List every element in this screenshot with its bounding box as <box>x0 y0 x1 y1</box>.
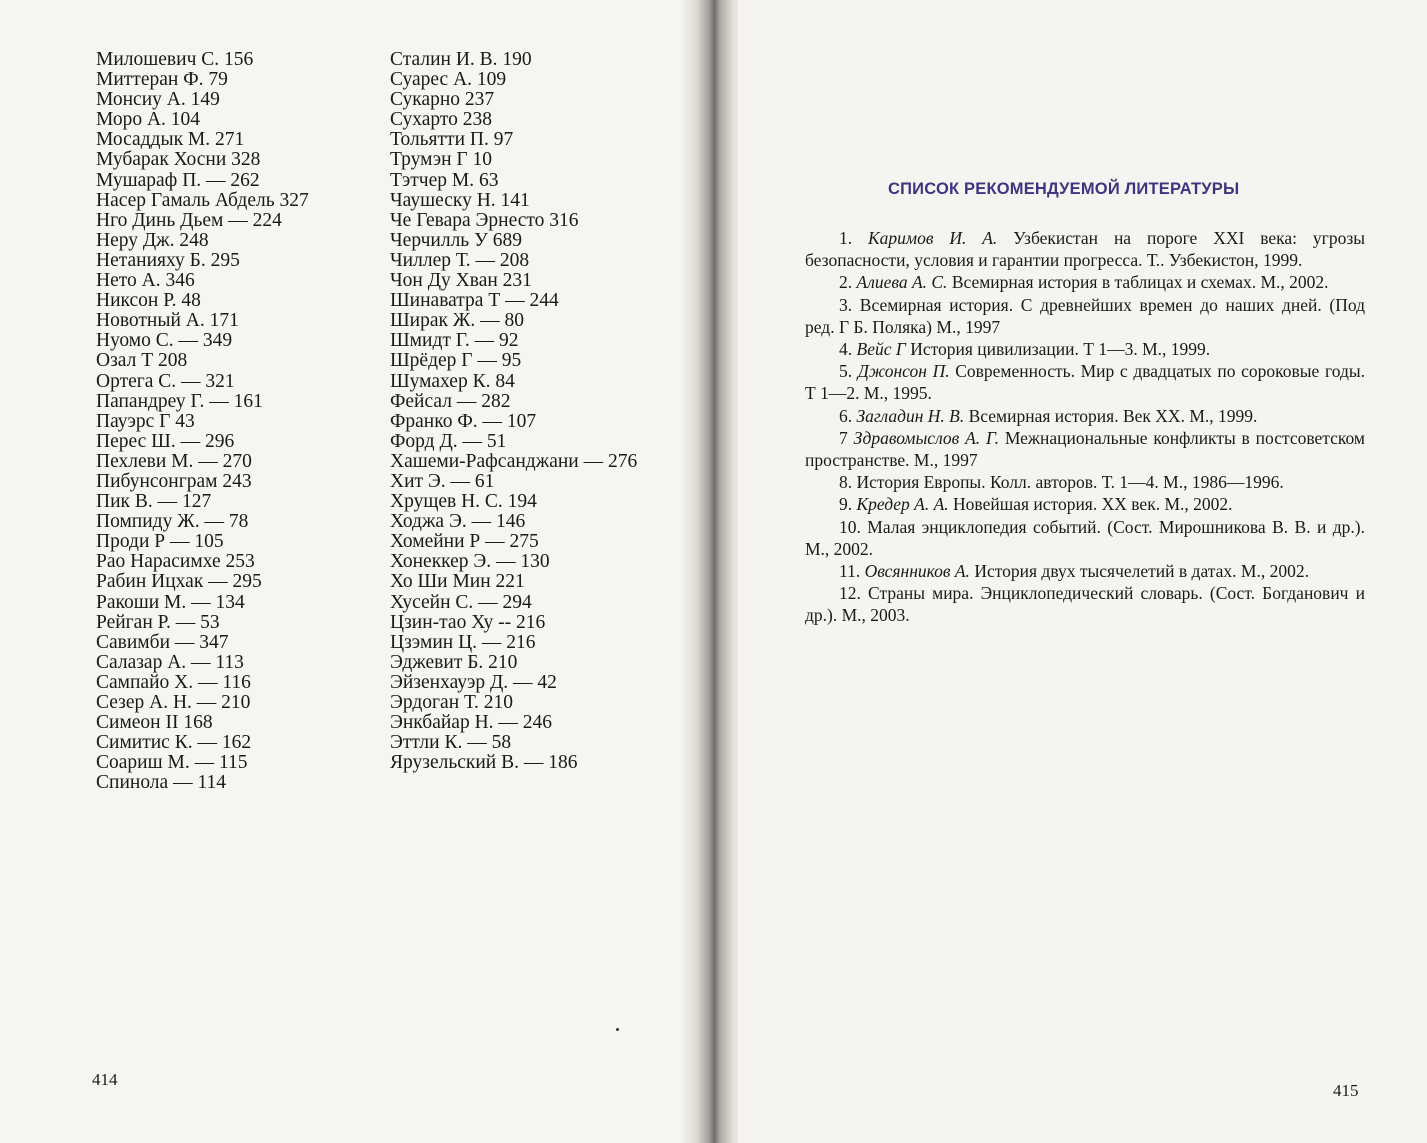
index-entry: Никсон Р. 48 <box>96 290 201 312</box>
index-entry: Пехлеви М. — 270 <box>96 450 252 472</box>
index-entry: Шмидт Г. — 92 <box>390 330 519 352</box>
index-entry: Миттеран Ф. 79 <box>96 69 228 91</box>
stray-mark <box>616 1028 619 1031</box>
index-entry: Савимби — 347 <box>96 631 229 653</box>
index-entry: Тэтчер М. 63 <box>390 169 499 191</box>
item-number: 5. <box>839 361 853 382</box>
index-entry: Сезер А. Н. — 210 <box>96 692 251 713</box>
item-text: Новейшая история. XX век. М., 2002. <box>953 494 1233 515</box>
index-entry: Мушараф П. — 262 <box>96 169 260 191</box>
item-author: Овсянников А. <box>864 561 970 582</box>
index-entry: Хит Э. — 61 <box>390 470 495 492</box>
item-author: Джонсон П. <box>857 361 950 382</box>
index-entry: Эйзенхауэр Д. — 42 <box>390 671 557 693</box>
item-number: 6. <box>839 405 853 426</box>
index-entry: Хашеми-Рафсанджани — 276 <box>390 450 638 472</box>
item-author: Загладин Н. В. <box>856 405 965 426</box>
bibliography-item <box>805 294 1365 338</box>
index-entry: Хо Ши Мин 221 <box>390 571 525 593</box>
index-entry: Франко Ф. — 107 <box>390 410 537 432</box>
item-author: Вейс Г <box>856 339 906 360</box>
index-entry: Рабин Ицхак — 295 <box>96 571 262 593</box>
item-number: 11. <box>839 561 861 582</box>
index-entry: Ортега С. — 321 <box>96 370 235 392</box>
index-entry: Милошевич С. 156 <box>96 49 254 70</box>
index-entry: Хонеккер Э. — 130 <box>390 551 550 573</box>
item-text: Всемирная история. С древнейших времен до наших дней. (Под ред. Г Б. Поляка) М., 1997 <box>805 294 1365 337</box>
item-author: Кредер А. А. <box>856 494 949 515</box>
index-entry: Сталин И. В. 190 <box>390 49 532 70</box>
item-number: 9. <box>839 494 853 515</box>
index-entry: Салазар А. — 113 <box>96 651 244 673</box>
index-entry: Шрёдер Г — 95 <box>390 350 522 372</box>
index-entry: Мубарак Хосни 328 <box>96 149 261 171</box>
index-entry: Суарес А. 109 <box>390 69 507 91</box>
index-entry: Сукарно 237 <box>390 89 495 111</box>
left-page <box>0 0 690 1143</box>
book-spine-gutter <box>680 0 746 1143</box>
index-entry: Хусейн С. — 294 <box>390 591 532 613</box>
index-entry: Че Гевара Эрнесто 316 <box>390 209 579 231</box>
bibliography-item <box>805 471 1365 493</box>
index-entry: Мосаддык М. 271 <box>96 129 245 151</box>
index-entry: Ходжа Э. — 146 <box>390 511 526 533</box>
index-entry: Нуомо С. — 349 <box>96 330 233 352</box>
item-number: 3. <box>839 294 853 315</box>
index-entry: Озал Т 208 <box>96 350 188 372</box>
item-number: 7 <box>839 427 848 448</box>
name-index-column-1 <box>96 50 309 793</box>
index-entry: Хомейни Р — 275 <box>390 531 539 553</box>
item-number: 10. <box>839 516 861 537</box>
index-entry: Рао Нарасимхе 253 <box>96 551 255 573</box>
index-entry: Насер Гамаль Абдель 327 <box>96 189 309 211</box>
bibliography-item <box>805 493 1365 515</box>
item-author: Алиева А. С. <box>856 272 948 293</box>
index-entry: Тольятти П. 97 <box>390 129 514 151</box>
index-entry: Чиллер Т. — 208 <box>390 249 530 271</box>
index-entry: Эджевит Б. 210 <box>390 651 518 673</box>
bibliography-item <box>805 560 1365 582</box>
index-entry: Нето А. 346 <box>96 270 195 292</box>
item-text: Страны мира. Энциклопедический словарь. (Сост. Богданович и др.). М., 2003. <box>805 583 1366 626</box>
index-entry: Нго Динь Дьем — 224 <box>96 209 282 231</box>
bibliography-item <box>805 360 1365 404</box>
item-text: Малая энциклопедия событий. (Сост. Мирошникова В. В. и др.). М., 2002. <box>805 516 1366 559</box>
index-entry: Пик В. — 127 <box>96 491 212 513</box>
index-entry: Моро А. 104 <box>96 109 201 131</box>
index-entry: Хрущев Н. С. 194 <box>390 491 537 513</box>
index-entry: Нетанияху Б. 295 <box>96 249 240 271</box>
item-text: Всемирная история в таблицах и схемах. М., 2002. <box>951 272 1329 293</box>
index-entry: Спинола — 114 <box>96 772 226 794</box>
item-number: 1. <box>839 228 853 248</box>
bibliography-list <box>805 227 1365 627</box>
item-number: 8. <box>839 472 853 493</box>
item-text: Всемирная история. Век XX. М., 1999. <box>968 405 1258 426</box>
item-text: История Европы. Колл. авторов. Т. 1—4. М., 1986—1996. <box>856 472 1284 493</box>
index-entry: Черчилль У 689 <box>390 229 522 251</box>
item-text: Современность. Мир с двадцатых по сороковые годы. Т 1—2. М., 1995. <box>805 361 1365 404</box>
index-entry: Рейган Р. — 53 <box>96 611 220 633</box>
item-text: Межнациональные конфликты в постсоветском пространстве. М., 1997 <box>805 427 1365 471</box>
index-entry: Эрдоган Т. 210 <box>390 692 513 713</box>
bibliography-item <box>805 582 1365 626</box>
index-entry: Трумэн Г 10 <box>390 149 493 171</box>
index-entry: Шинаватра Т — 244 <box>390 290 559 312</box>
page-number-right: 415 <box>1333 1081 1359 1100</box>
index-entry: Форд Д. — 51 <box>390 430 507 452</box>
index-entry: Новотный А. 171 <box>96 310 239 332</box>
index-entry: Неру Дж. 248 <box>96 229 209 251</box>
index-entry: Ярузельский В. — 186 <box>390 752 578 774</box>
index-entry: Симеон II 168 <box>96 712 213 734</box>
item-number: 4. <box>839 339 853 360</box>
item-number: 2. <box>839 272 853 293</box>
index-entry: Ширак Ж. — 80 <box>390 310 524 332</box>
bibliography-item <box>805 405 1365 427</box>
index-entry: Эттли К. — 58 <box>390 732 512 754</box>
page-number-left: 414 <box>92 1070 118 1089</box>
bibliography-item <box>805 516 1365 560</box>
index-entry: Фейсал — 282 <box>390 390 511 412</box>
index-entry: Симитис К. — 162 <box>96 732 252 754</box>
bibliography-item <box>805 227 1365 271</box>
index-entry: Перес Ш. — 296 <box>96 430 235 452</box>
index-entry: Шумахер К. 84 <box>390 370 515 392</box>
item-text: История двух тысячелетий в датах. М., 2002. <box>974 561 1309 582</box>
item-author: Здравомыслов А. Г. <box>853 427 999 448</box>
index-entry: Энкбайар Н. — 246 <box>390 712 553 734</box>
item-author: Каримов И. А. <box>868 228 998 248</box>
index-entry: Сухарто 238 <box>390 109 493 131</box>
bibliography-item <box>805 271 1365 293</box>
index-entry: Цзэмин Ц. — 216 <box>390 631 536 653</box>
index-entry: Чаушеску Н. 141 <box>390 189 530 211</box>
bibliography-item <box>805 427 1365 471</box>
index-entry: Соариш М. — 115 <box>96 752 248 774</box>
item-text: История цивилизации. Т 1—3. М., 1999. <box>910 339 1211 360</box>
index-entry: Помпиду Ж. — 78 <box>96 511 249 533</box>
index-entry: Пауэрс Г 43 <box>96 410 195 432</box>
bibliography-title: СПИСОК РЕКОМЕНДУЕМОЙ ЛИТЕРАТУРЫ <box>888 180 1240 198</box>
item-number: 12. <box>839 583 861 604</box>
name-index-column-2 <box>390 50 637 773</box>
index-entry: Проди Р — 105 <box>96 531 224 553</box>
item-text: Узбекистан на пороге XXI века: угрозы безопасности, условия и гарантии прогресса. Т.. Узбекистон, 1999. <box>805 228 1366 271</box>
bibliography-item <box>805 338 1365 360</box>
index-entry: Монсиу А. 149 <box>96 89 220 111</box>
index-entry: Чон Ду Хван 231 <box>390 270 532 292</box>
index-entry: Ракоши М. — 134 <box>96 591 245 613</box>
index-entry: Папандреу Г. — 161 <box>96 390 263 412</box>
index-entry: Пибунсонграм 243 <box>96 470 252 492</box>
index-entry: Цзин-тао Ху -- 216 <box>390 611 546 633</box>
index-entry: Сампайо X. — 116 <box>96 671 251 693</box>
